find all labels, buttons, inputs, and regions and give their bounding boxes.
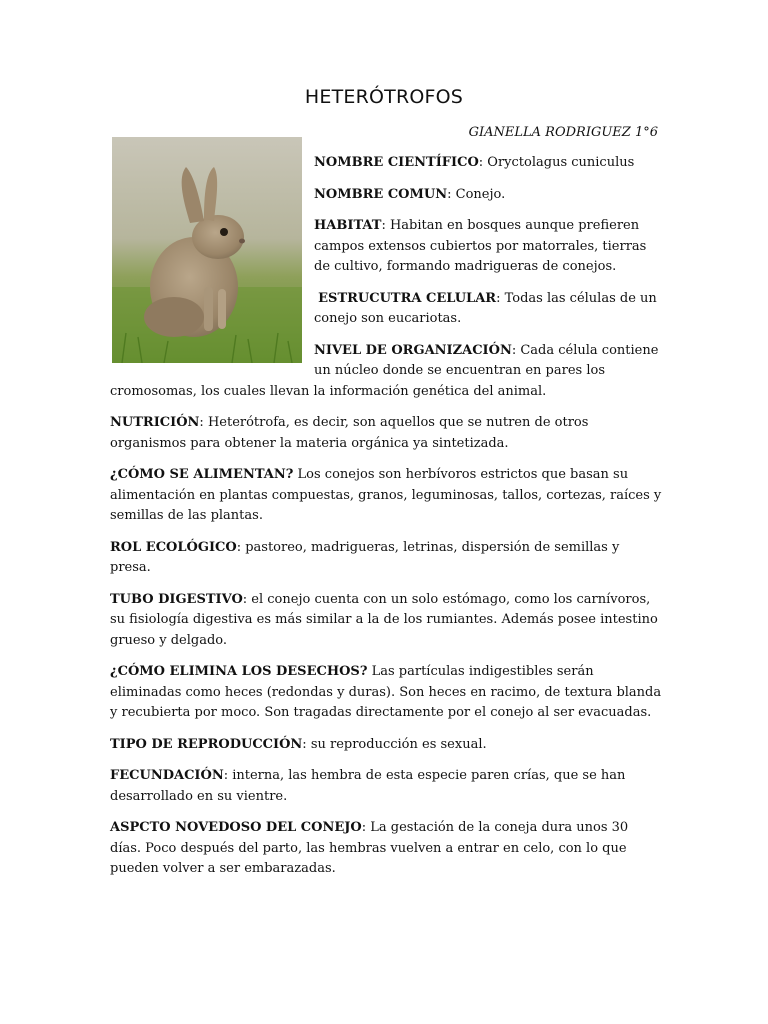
section-text: Heterótrofa, es decir, son aquellos que se nutren de otros organismos para obtener la materia orgánica ya sintetizada. <box>110 415 589 451</box>
section-label: HABITAT <box>314 218 382 233</box>
section-habitat: HABITAT: Habitan en bosques aunque prefieren campos extensos cubiertos por matorrales, tierras de cultivo, formando madrigueras de conejos. <box>314 218 647 274</box>
section-text: Habitan en bosques aunque prefieren campos extensos cubiertos por matorrales, tierras de cultivo, formando madrigueras de conejos. <box>314 218 647 274</box>
section-nivel-organizacion: NIVEL DE ORGANIZACIÓN: Cada célula contiene un núcleo donde se encuentran en pares los cromosomas, los cuales llevan la información genética del animal. <box>110 342 659 399</box>
section-nutricion: NUTRICIÓN: Heterótrofa, es decir, son aquellos que se nutren de otros organismos para obtener la materia orgánica ya sintetizada. <box>110 415 589 451</box>
section-text: pastoreo, madrigueras, letrinas, dispersión de semillas y presa. <box>110 539 620 575</box>
section-label: ¿CÓMO ELIMINA LOS DESECHOS? <box>110 664 368 679</box>
section-tipo-reproduccion: TIPO DE REPRODUCCIÓN: su reproducción es sexual. <box>110 736 487 752</box>
section-label: TIPO DE REPRODUCCIÓN <box>110 736 303 752</box>
section-text: Cada célula contiene un núcleo donde se encuentran en pares los cromosomas, los cuales llevan la información genética del animal. <box>110 342 659 399</box>
section-text: Todas las células de un conejo son eucariotas. <box>314 290 657 326</box>
section-text: el conejo cuenta con un solo estómago, como los carnívoros, su fisiología digestiva es más similar a la de los rumiantes. Además posee intestino grueso y delgado. <box>110 591 658 648</box>
section-nombre-cientifico: NOMBRE CIENTÍFICO: Oryctolagus cuniculus <box>314 155 635 170</box>
section-label: NUTRICIÓN <box>110 415 200 430</box>
document-body <box>110 153 662 891</box>
section-label: ROL ECOLÓGICO <box>110 539 237 555</box>
section-text: Oryctolagus cuniculus <box>487 155 635 170</box>
section-nombre-comun: NOMBRE COMUN: Conejo. <box>314 186 506 202</box>
section-text: su reproducción es sexual. <box>310 736 487 752</box>
section-rol-ecologico: ROL ECOLÓGICO: pastoreo, madrigueras, letrinas, dispersión de semillas y presa. <box>110 539 620 575</box>
section-text: Las partículas indigestibles serán eliminadas como heces (redondas y duras). Son heces en racimo, de textura blanda y recubierta por moco. Son tragadas directamente por el conejo al ser evacuadas. <box>110 664 662 720</box>
section-text: La gestación de la coneja dura unos 30 días. Poco después del parto, las hembras vuelven a entrar en celo, con lo que pueden volver a ser embarazadas. <box>110 820 629 876</box>
section-como-se-alimentan <box>110 465 662 527</box>
section-fecundacion: FECUNDACIÓN: interna, las hembra de esta especie paren crías, que se han desarrollado en su vientre. <box>110 768 626 804</box>
section-label: ASPCTO NOVEDOSO DEL CONEJO <box>110 820 362 835</box>
section-estructura-celular: ESTRUCUTRA CELULAR: Todas las células de un conejo son eucariotas. <box>314 290 657 326</box>
section-como-elimina-desechos <box>110 662 662 724</box>
section-label: ¿CÓMO SE ALIMENTAN? <box>110 467 294 482</box>
section-label: NOMBRE COMUN <box>314 186 448 202</box>
section-label: NIVEL DE ORGANIZACIÓN <box>314 342 512 358</box>
section-aspecto-novedoso: ASPCTO NOVEDOSO DEL CONEJO: La gestación de la coneja dura unos 30 días. Poco después del parto, las hembras vuelven a entrar en celo, con lo que pueden volver a ser embarazadas. <box>110 820 629 876</box>
page-title: HETERÓTROFOS <box>304 86 464 108</box>
image-wrap-spacer <box>110 153 314 370</box>
section-label: NOMBRE CIENTÍFICO <box>314 155 479 170</box>
section-tubo-digestivo: TUBO DIGESTIVO: el conejo cuenta con un solo estómago, como los carnívoros, su fisiología digestiva es más similar a la de los rumiantes. Además posee intestino grueso y delgado. <box>110 591 658 648</box>
section-text: Conejo. <box>455 186 506 202</box>
section-label: TUBO DIGESTIVO <box>110 591 243 607</box>
section-label: ESTRUCUTRA CELULAR <box>318 290 497 306</box>
author-line: GIANELLA RODRIGUEZ 1°6 <box>468 125 658 140</box>
section-text: interna, las hembra de esta especie paren crías, que se han desarrollado en su vientre. <box>110 768 626 804</box>
section-text: Los conejos son herbívoros estrictos que basan su alimentación en plantas compuestas, granos, leguminosas, tallos, cortezas, raíces y semillas de las plantas. <box>110 467 662 523</box>
section-label: FECUNDACIÓN <box>110 768 224 783</box>
